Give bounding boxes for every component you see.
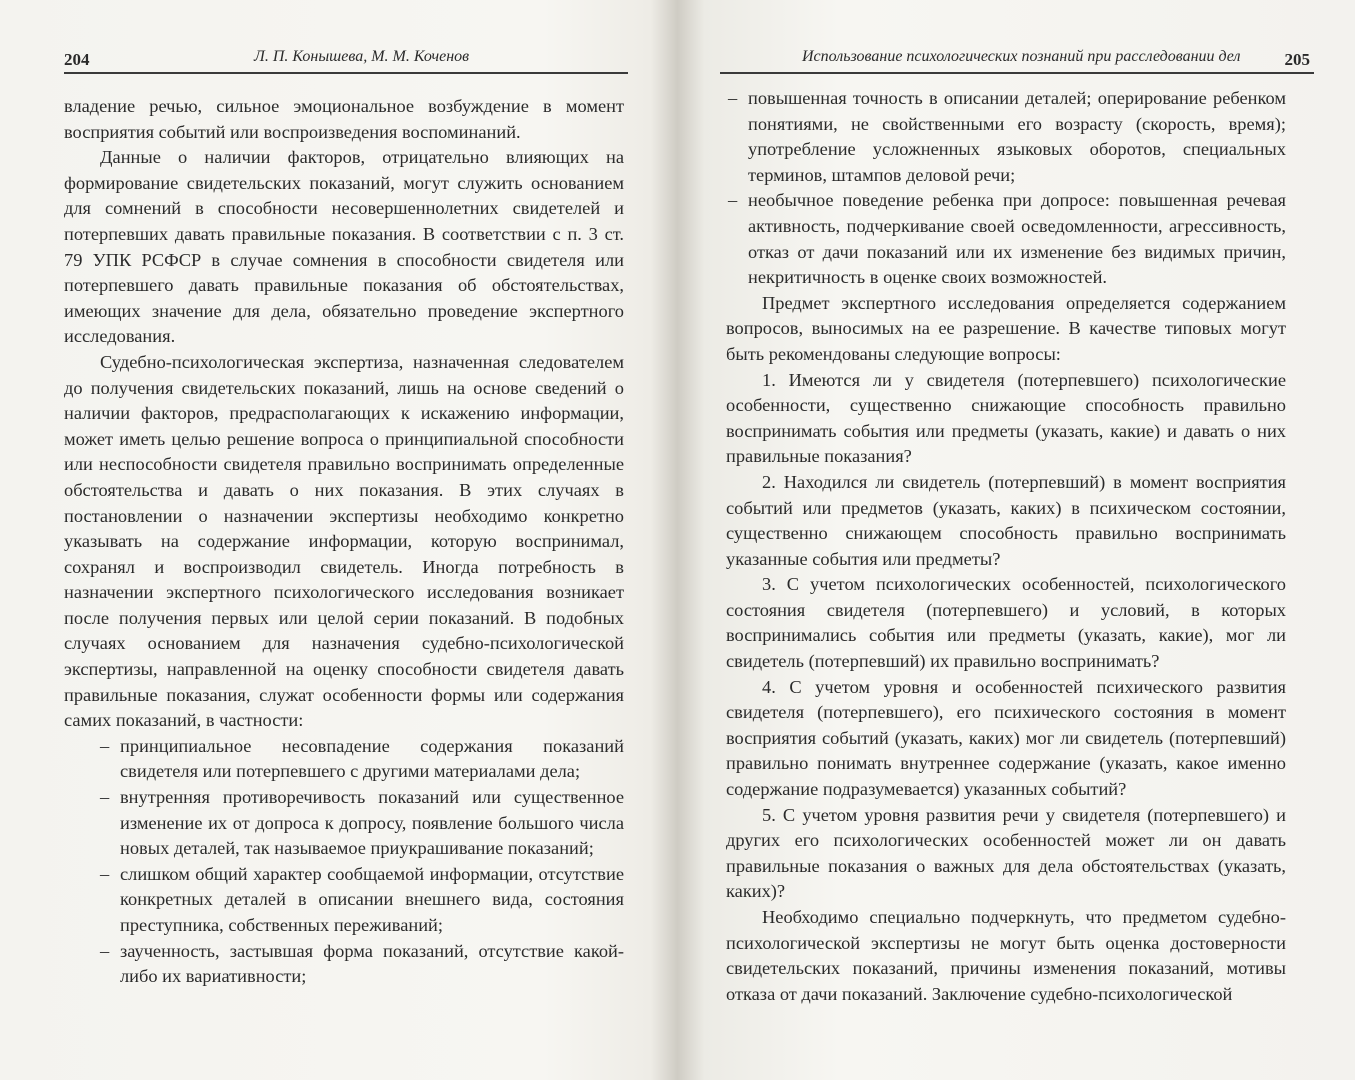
criteria-list-continued bbox=[726, 86, 1286, 291]
paragraph: Судебно-психологическая экспертиза, назначенная следователем до получения свидетельских показаний, лишь на основе сведений о наличии факторов, предрасполагающих к искажению информации, может иметь целью решение вопроса о принципиальной способности или неспособности свидетеля правильно воспринимать определенные обстоятельства и давать о них показания. В этих случаях в постановлении о назначении экспертизы необходимо конкретно указывать на содержание информации, которую воспринимал, сохранял и воспроизводил свидетель. Иногда потребность в назначении экспертного психологического исследования возникает после получения первых или целой серии показаний. В подобных случаях основанием для назначения судебно-психологической экспертизы, направленной на оценку способности свидетеля давать правильные показания, служат особенности формы или содержания самих показаний, в частности: bbox=[64, 351, 624, 731]
question-item: 4. С учетом уровня и особенностей психического развития свидетеля (потерпевшего), его психического состояния в момент восприятия событий (указать, каких) мог ли свидетель (потерпевший) правильно понимать внутреннее содержание (указать, какое именно содержание подразумевается) указанных событий? bbox=[726, 676, 1286, 800]
right-page-body bbox=[726, 86, 1286, 1007]
paragraph: Данные о наличии факторов, отрицательно влияющих на формирование свидетельских показаний, могут служить основанием для сомнений в способности несовершеннолетних свидетелей и потерпевших давать правильные показания. В соответствии с п. 3 ст. 79 УПК РСФСР в случае сомнения в способности свидетеля или потерпевшего давать правильные показания об обстоятельствах, имеющих значение для дела, обязательно проведение экспертного исследования. bbox=[64, 147, 624, 347]
paragraph: Предмет экспертного исследования определяется содержанием вопросов, выносимых на ее разрешение. В качестве типовых могут быть рекомендованы следующие вопросы: bbox=[726, 292, 1286, 364]
list-item: – внутренняя противоречивость показаний или существенное изменение их от допроса к допросу, появление большого числа новых деталей, так называемое приукрашивание показаний; bbox=[100, 787, 624, 859]
paragraph: Необходимо специально подчеркнуть, что предметом судебно-психологической экспертизы не могут быть оценка достоверности свидетельских показаний, причины изменения показаний, мотивы отказа от дачи показаний. Заключение судебно-психологической bbox=[726, 907, 1286, 1004]
right-header-rule bbox=[720, 72, 1314, 74]
criteria-list bbox=[64, 734, 624, 990]
list-item: – повышенная точность в описании деталей; оперирование ребенком понятиями, не свойственными его возрасту (скорость, время); употребление усложненных языковых оборотов, специальных терминов, штампов деловой речи; bbox=[728, 88, 1286, 185]
paragraph: владение речью, сильное эмоциональное возбуждение в момент восприятия событий или воспроизведения воспоминаний. bbox=[64, 96, 624, 142]
left-page-header bbox=[64, 46, 628, 74]
left-page-body bbox=[64, 94, 624, 990]
right-page-number: 205 bbox=[1284, 50, 1310, 69]
left-header-rule bbox=[64, 72, 628, 74]
question-item: 1. Имеются ли у свидетеля (потерпевшего) психологические особенности, существенно снижающие способность правильно воспринимать события или предметы (указать, какие) и давать о них правильные показания? bbox=[726, 369, 1286, 467]
right-running-head: Использование психологических познаний при расследовании дел bbox=[802, 48, 1241, 65]
list-item: – принципиальное несовпадение содержания показаний свидетеля или потерпевшего с другими материалами дела; bbox=[100, 735, 624, 782]
question-item: 3. С учетом психологических особенностей, психологического состояния свидетеля (потерпевшего) и условий, в которых воспринимались события или предметы (указать, какие), мог ли свидетель (потерпевший) их правильно воспринимать? bbox=[726, 574, 1286, 672]
list-item: – заученность, застывшая форма показаний, отсутствие какой-либо их вариативности; bbox=[100, 940, 624, 987]
question-item: 2. Находился ли свидетель (потерпевший) в момент восприятия событий или предметов (указать, каких) в психическом состоянии, существенно снижающем способность правильно воспринимать указанные события или предметы? bbox=[726, 471, 1286, 569]
left-page-number: 204 bbox=[64, 50, 90, 69]
right-page-header bbox=[720, 46, 1314, 74]
list-item: – необычное поведение ребенка при допросе: повышенная речевая активность, подчеркивание своей осведомленности, агрессивность, отказ от дачи показаний или их изменение без видимых причин, некритичность в оценке своих возможностей. bbox=[728, 190, 1286, 288]
list-item: – слишком общий характер сообщаемой информации, отсутствие конкретных деталей в описании внешнего вида, состояния преступника, собственных переживаний; bbox=[100, 863, 624, 935]
left-page bbox=[0, 0, 676, 1080]
left-running-head: Л. П. Конышева, М. М. Коченов bbox=[254, 48, 470, 65]
right-page bbox=[680, 0, 1355, 1080]
question-item: 5. С учетом уровня развития речи у свидетеля (потерпевшего) и других его психологических особенностей может ли он давать правильные показания о важных для дела обстоятельствах (указать, каких)? bbox=[726, 804, 1286, 902]
